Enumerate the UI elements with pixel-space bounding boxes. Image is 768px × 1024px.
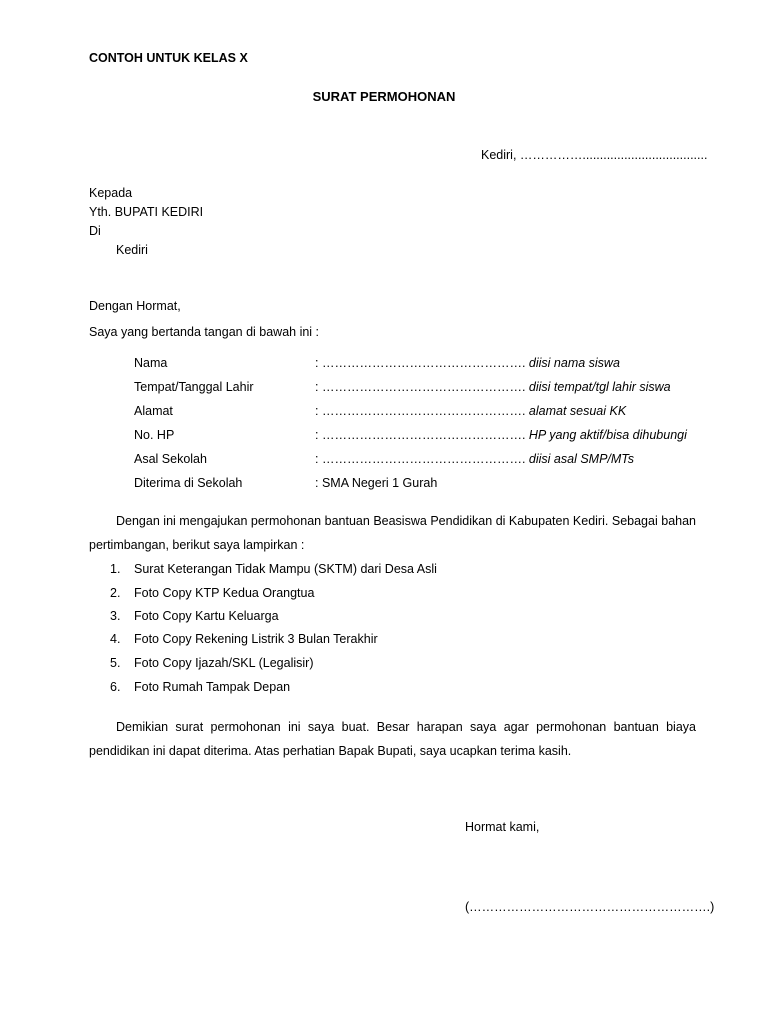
place-date: Kediri, …………….................................... — [481, 148, 708, 162]
field-value: : …………………………………………. diisi tempat/tgl lahir siswa — [315, 380, 671, 394]
field-note: HP yang aktif/bisa dihubungi — [528, 428, 687, 442]
recipient-line: Yth. BUPATI KEDIRI — [89, 205, 204, 219]
field-label: Diterima di Sekolah — [134, 476, 243, 490]
closing-salutation: Hormat kami, — [465, 820, 540, 834]
field-value: : …………………………………………. diisi nama siswa — [315, 356, 620, 370]
field-note: alamat sesuai KK — [528, 404, 627, 418]
list-item: 4. Foto Copy Rekening Listrik 3 Bulan Terakhir — [110, 632, 378, 646]
field-label: Asal Sekolah — [134, 452, 207, 466]
field-note: diisi asal SMP/MTs — [528, 452, 635, 466]
paragraph-closing: Demikian surat permohonan ini saya buat. Besar harapan saya agar permohonan bantuan biaya pendidikan ini dapat diterima. Atas perhatian Bapak Bupati, saya ucapkan terima kasih. — [89, 720, 696, 758]
field-note: diisi tempat/tgl lahir siswa — [528, 380, 671, 394]
field-label: Tempat/Tanggal Lahir — [134, 380, 254, 394]
header-label: CONTOH UNTUK KELAS X — [89, 51, 248, 65]
list-item: 3. Foto Copy Kartu Keluarga — [110, 609, 279, 623]
field-label: No. HP — [134, 428, 175, 442]
list-item: 2. Foto Copy KTP Kedua Orangtua — [110, 586, 315, 600]
field-label: Nama — [134, 356, 168, 370]
paragraph-request: Dengan ini mengajukan permohonan bantuan Beasiswa Pendidikan di Kabupaten Kediri. Sebagai bahan pertimbangan, berikut saya lampirkan : — [89, 514, 696, 552]
recipient-line: Di — [89, 224, 101, 238]
field-value: : …………………………………………. alamat sesuai KK — [315, 404, 627, 418]
recipient-line: Kepada — [89, 186, 133, 200]
field-value: : …………………………………………. diisi asal SMP/MTs — [315, 452, 635, 466]
list-item: 1. Surat Keterangan Tidak Mampu (SKTM) dari Desa Asli — [110, 562, 437, 576]
field-value: : SMA Negeri 1 Gurah — [315, 476, 438, 490]
list-item: 6. Foto Rumah Tampak Depan — [110, 680, 291, 694]
list-item: 5. Foto Copy Ijazah/SKL (Legalisir) — [110, 656, 314, 670]
recipient-line: Kediri — [116, 243, 148, 257]
field-value: : …………………………………………. HP yang aktif/bisa dihubungi — [315, 428, 687, 442]
intro-text: Saya yang bertanda tangan di bawah ini : — [89, 325, 320, 339]
field-label: Alamat — [134, 404, 173, 418]
letter-title: SURAT PERMOHONAN — [312, 89, 456, 104]
greeting: Dengan Hormat, — [89, 299, 181, 313]
signature-line: (………………………………………………….) — [465, 900, 715, 914]
field-note: diisi nama siswa — [528, 356, 620, 370]
